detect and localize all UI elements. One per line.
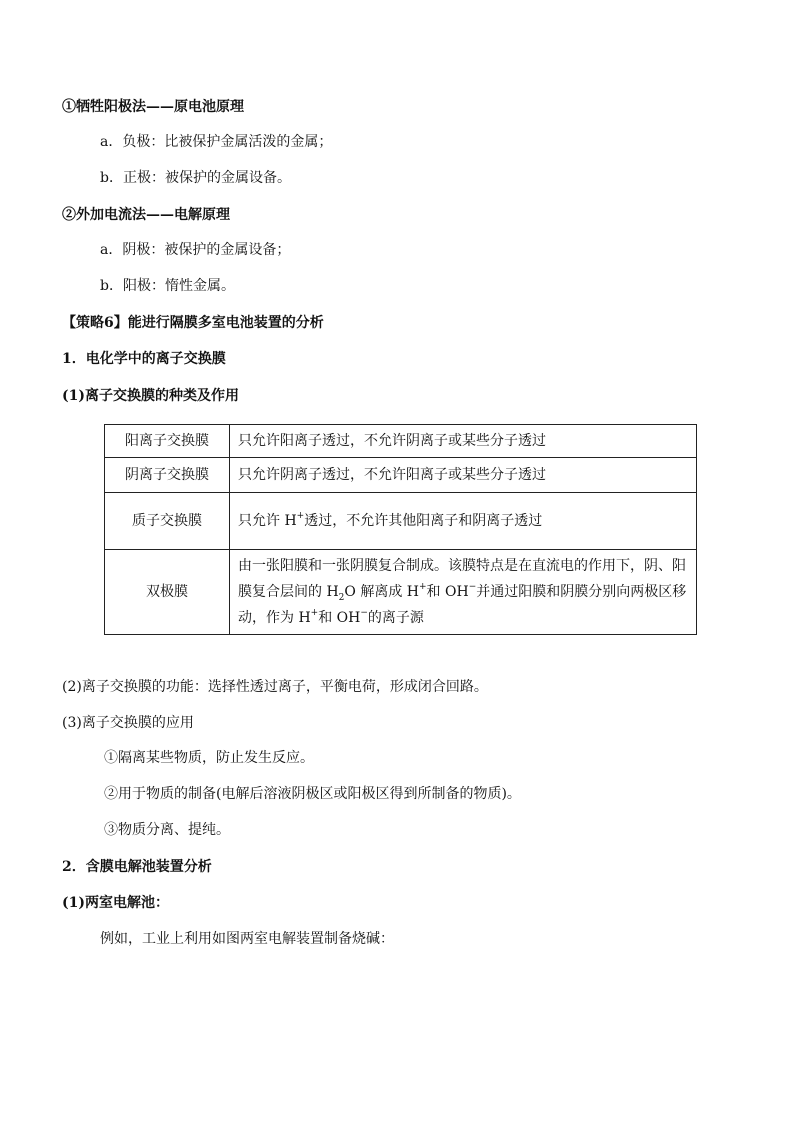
membrane-description: 只允许阴离子透过，不允许阳离子或某些分子透过 <box>230 458 697 493</box>
table-row <box>105 425 697 458</box>
section-2-heading: 2．含膜电解池装置分析 <box>62 859 212 875</box>
description-line: 由一张阳膜和一张阴膜复合制成。该膜特点是在直流电的作用下，阴、阳 <box>238 558 686 574</box>
text-run: 和 OH <box>318 610 361 626</box>
membrane-description: 只允许阳离子透过，不允许阴离子或某些分子透过 <box>230 425 697 458</box>
text-run: 只允许 H <box>238 513 297 529</box>
text-run: 和 OH <box>426 584 469 600</box>
application-item-2: ②用于物质的制备(电解后溶液阴极区或阳极区得到所制备的物质)。 <box>104 786 521 802</box>
section-2-1-heading: (1)两室电解池： <box>62 895 169 911</box>
membrane-name: 质子交换膜 <box>105 493 230 550</box>
section-1-1-heading: (1)离子交换膜的种类及作用 <box>62 388 239 404</box>
text-run: O 解离成 H <box>344 584 419 600</box>
strategy-heading: 【策略6】能进行隔膜多室电池装置的分析 <box>62 315 324 331</box>
text-run: 的离子源 <box>367 610 424 626</box>
section-1-heading: 1．电化学中的离子交换膜 <box>62 351 226 367</box>
table-row <box>105 458 697 493</box>
anode-line: b．阳极：惰性金属。 <box>100 278 235 294</box>
application-item-1: ①隔离某些物质，防止发生反应。 <box>104 750 314 766</box>
sacrificial-anode-heading: ①牺牲阳极法——原电池原理 <box>62 99 244 115</box>
application-item-3: ③物质分离、提纯。 <box>104 822 230 838</box>
subscript: 2 <box>338 592 345 603</box>
example-paragraph: 例如，工业上利用如图两室电解装置制备烧碱： <box>100 931 394 947</box>
text-run: 并通过阳膜和阴膜分别向两极区移 <box>476 584 687 600</box>
superscript: + <box>296 511 305 522</box>
membrane-types-table <box>104 424 697 635</box>
cathode-line: a．阴极：被保护的金属设备； <box>100 242 291 258</box>
table-row <box>105 550 697 635</box>
membrane-description <box>230 493 697 550</box>
positive-electrode-line: b．正极：被保护的金属设备。 <box>100 170 291 186</box>
function-paragraph: (2)离子交换膜的功能：选择性透过离子，平衡电荷，形成闭合回路。 <box>62 679 488 695</box>
description-line <box>238 579 688 605</box>
membrane-name: 阳离子交换膜 <box>105 425 230 458</box>
text-run: 膜复合层间的 H <box>238 584 339 600</box>
superscript: + <box>419 582 427 593</box>
membrane-name: 双极膜 <box>105 550 230 635</box>
text-run: 透过，不允许其他阳离子和阴离子透过 <box>304 513 543 529</box>
superscript: − <box>468 582 477 593</box>
superscript: + <box>310 608 319 619</box>
application-heading: (3)离子交换膜的应用 <box>62 715 194 731</box>
impressed-current-heading: ②外加电流法——电解原理 <box>62 207 230 223</box>
membrane-name: 阴离子交换膜 <box>105 458 230 493</box>
description-line <box>238 605 688 631</box>
text-run: 动，作为 H <box>238 610 311 626</box>
table-row <box>105 493 697 550</box>
superscript: − <box>360 608 368 619</box>
membrane-description <box>230 550 697 635</box>
negative-electrode-line: a．负极：比被保护金属活泼的金属； <box>100 134 333 150</box>
